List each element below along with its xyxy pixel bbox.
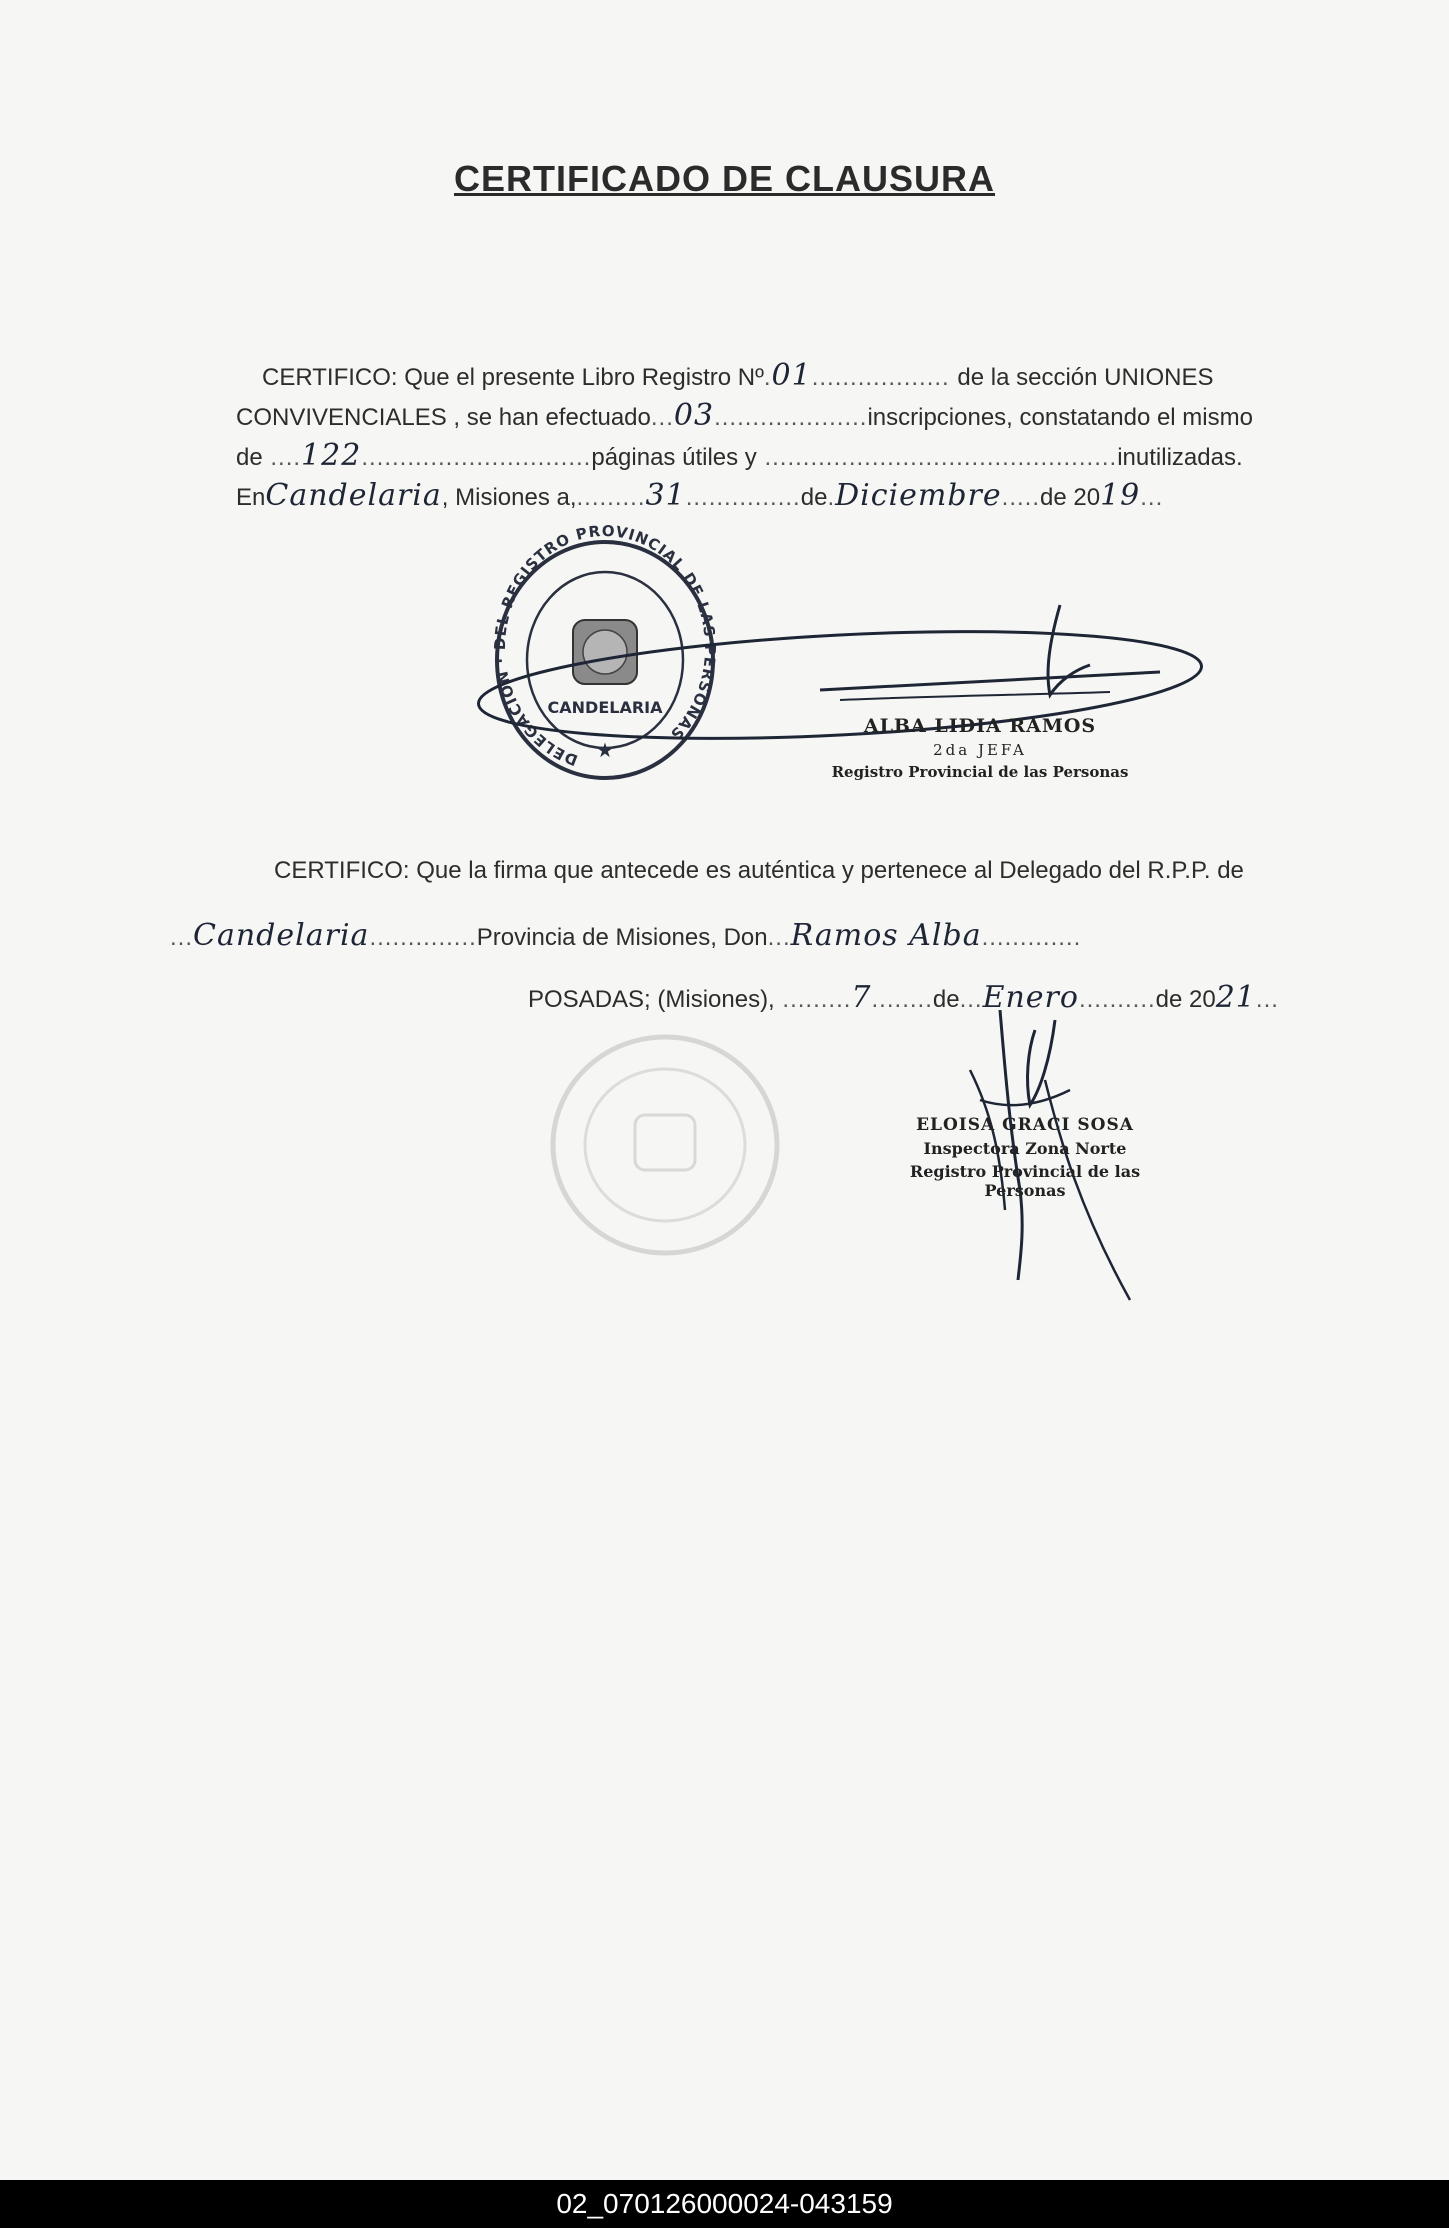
p2-line-2: ...Candelaria..............Provincia de Misiones, Don...Ramos Alba............. (170, 918, 1082, 953)
document-title: CERTIFICADO DE CLAUSURA (454, 158, 995, 199)
handwritten-day-2: 7 (851, 980, 872, 1015)
signer-2-org: Registro Provincial de las Personas (909, 1162, 1141, 1200)
p2-line-3: POSADAS; (Misiones), .........7........de...Enero..........de 2021... (528, 980, 1279, 1015)
p2-text: Provincia de Misiones, Don (476, 924, 768, 951)
signer-2-name: ELOISA GRACI SOSA (916, 1115, 1134, 1135)
p1-line-2: CONVIVENCIALES , se han efectuado...03....................inscripciones, constatando el mismo (236, 398, 1253, 433)
p1-text: inutilizadas. (1117, 444, 1243, 471)
p1-line-1: CERTIFICO: Que el presente Libro Registro Nº.01.................. de la sección UNIONES (262, 358, 1214, 393)
p2-text: CERTIFICO: Que la firma que antecede es auténtica y pertenece al Delegado del R.P.P. de (274, 857, 1244, 884)
svg-text:★: ★ (596, 738, 614, 762)
footer-code-bar (0, 2180, 1449, 2228)
p1-text: de 20 (1040, 484, 1101, 511)
svg-text:CANDELARIA: CANDELARIA (547, 698, 663, 717)
handwritten-month: Diciembre (835, 478, 1002, 513)
p1-text: , Misiones a, (441, 484, 577, 511)
handwritten-year-2: 21 (1215, 980, 1256, 1015)
p1-text: CONVIVENCIALES , se han efectuado (236, 404, 651, 431)
p2-text: de 20 (1155, 986, 1216, 1013)
p1-text: páginas útiles y (591, 444, 757, 471)
handwritten-city: Candelaria (265, 478, 442, 513)
handwritten-year: 19 (1100, 478, 1141, 513)
p1-text: de (800, 484, 828, 511)
signer-2-role: Inspectora Zona Norte (923, 1139, 1127, 1158)
faded-seal-icon (535, 1025, 795, 1265)
signer-1-org: Registro Provincial de las Personas (831, 763, 1129, 781)
p1-line-4: EnCandelaria, Misiones a,.........31...............de.Diciembre.....de 2019... (236, 478, 1164, 513)
p2-line-1 (274, 857, 1244, 885)
handwritten-inscriptions: 03 (673, 398, 715, 433)
p2-text: POSADAS; (Misiones), (528, 986, 775, 1013)
p2-text: de (932, 986, 960, 1013)
signer-1-name: ALBA LIDIA RAMOS (863, 715, 1097, 737)
signer-1-block (830, 715, 1130, 781)
footer-code: 02_070126000024-043159 (556, 2188, 893, 2219)
handwritten-book-number: 01 (771, 358, 812, 393)
p1-text: En (236, 484, 266, 511)
p1-text: de (236, 444, 263, 471)
p1-line-3: de ....122..............................páginas útiles y ..............................................inutilizadas. (236, 438, 1243, 473)
handwritten-name: Ramos Alba (790, 918, 982, 953)
signer-2-block (885, 1115, 1165, 1200)
handwritten-pages: 122 (301, 438, 362, 473)
p1-text: CERTIFICO: Que el presente Libro Registro Nº (262, 364, 764, 391)
svg-text:DELEGACION · DEL REGISTRO PROV: DELEGACION · DEL REGISTRO PROVINCIAL DE LAS PERSONAS (490, 525, 720, 770)
p1-text: de la sección UNIONES (957, 364, 1214, 391)
signer-1-role: 2da JEFA (933, 741, 1027, 759)
handwritten-month-2: Enero (982, 980, 1079, 1015)
faded-seal-stamp (535, 1025, 795, 1265)
handwritten-day: 31 (645, 478, 686, 513)
handwritten-city-2: Candelaria (193, 918, 370, 953)
p1-text: inscripciones, constatando el mismo (867, 404, 1253, 431)
